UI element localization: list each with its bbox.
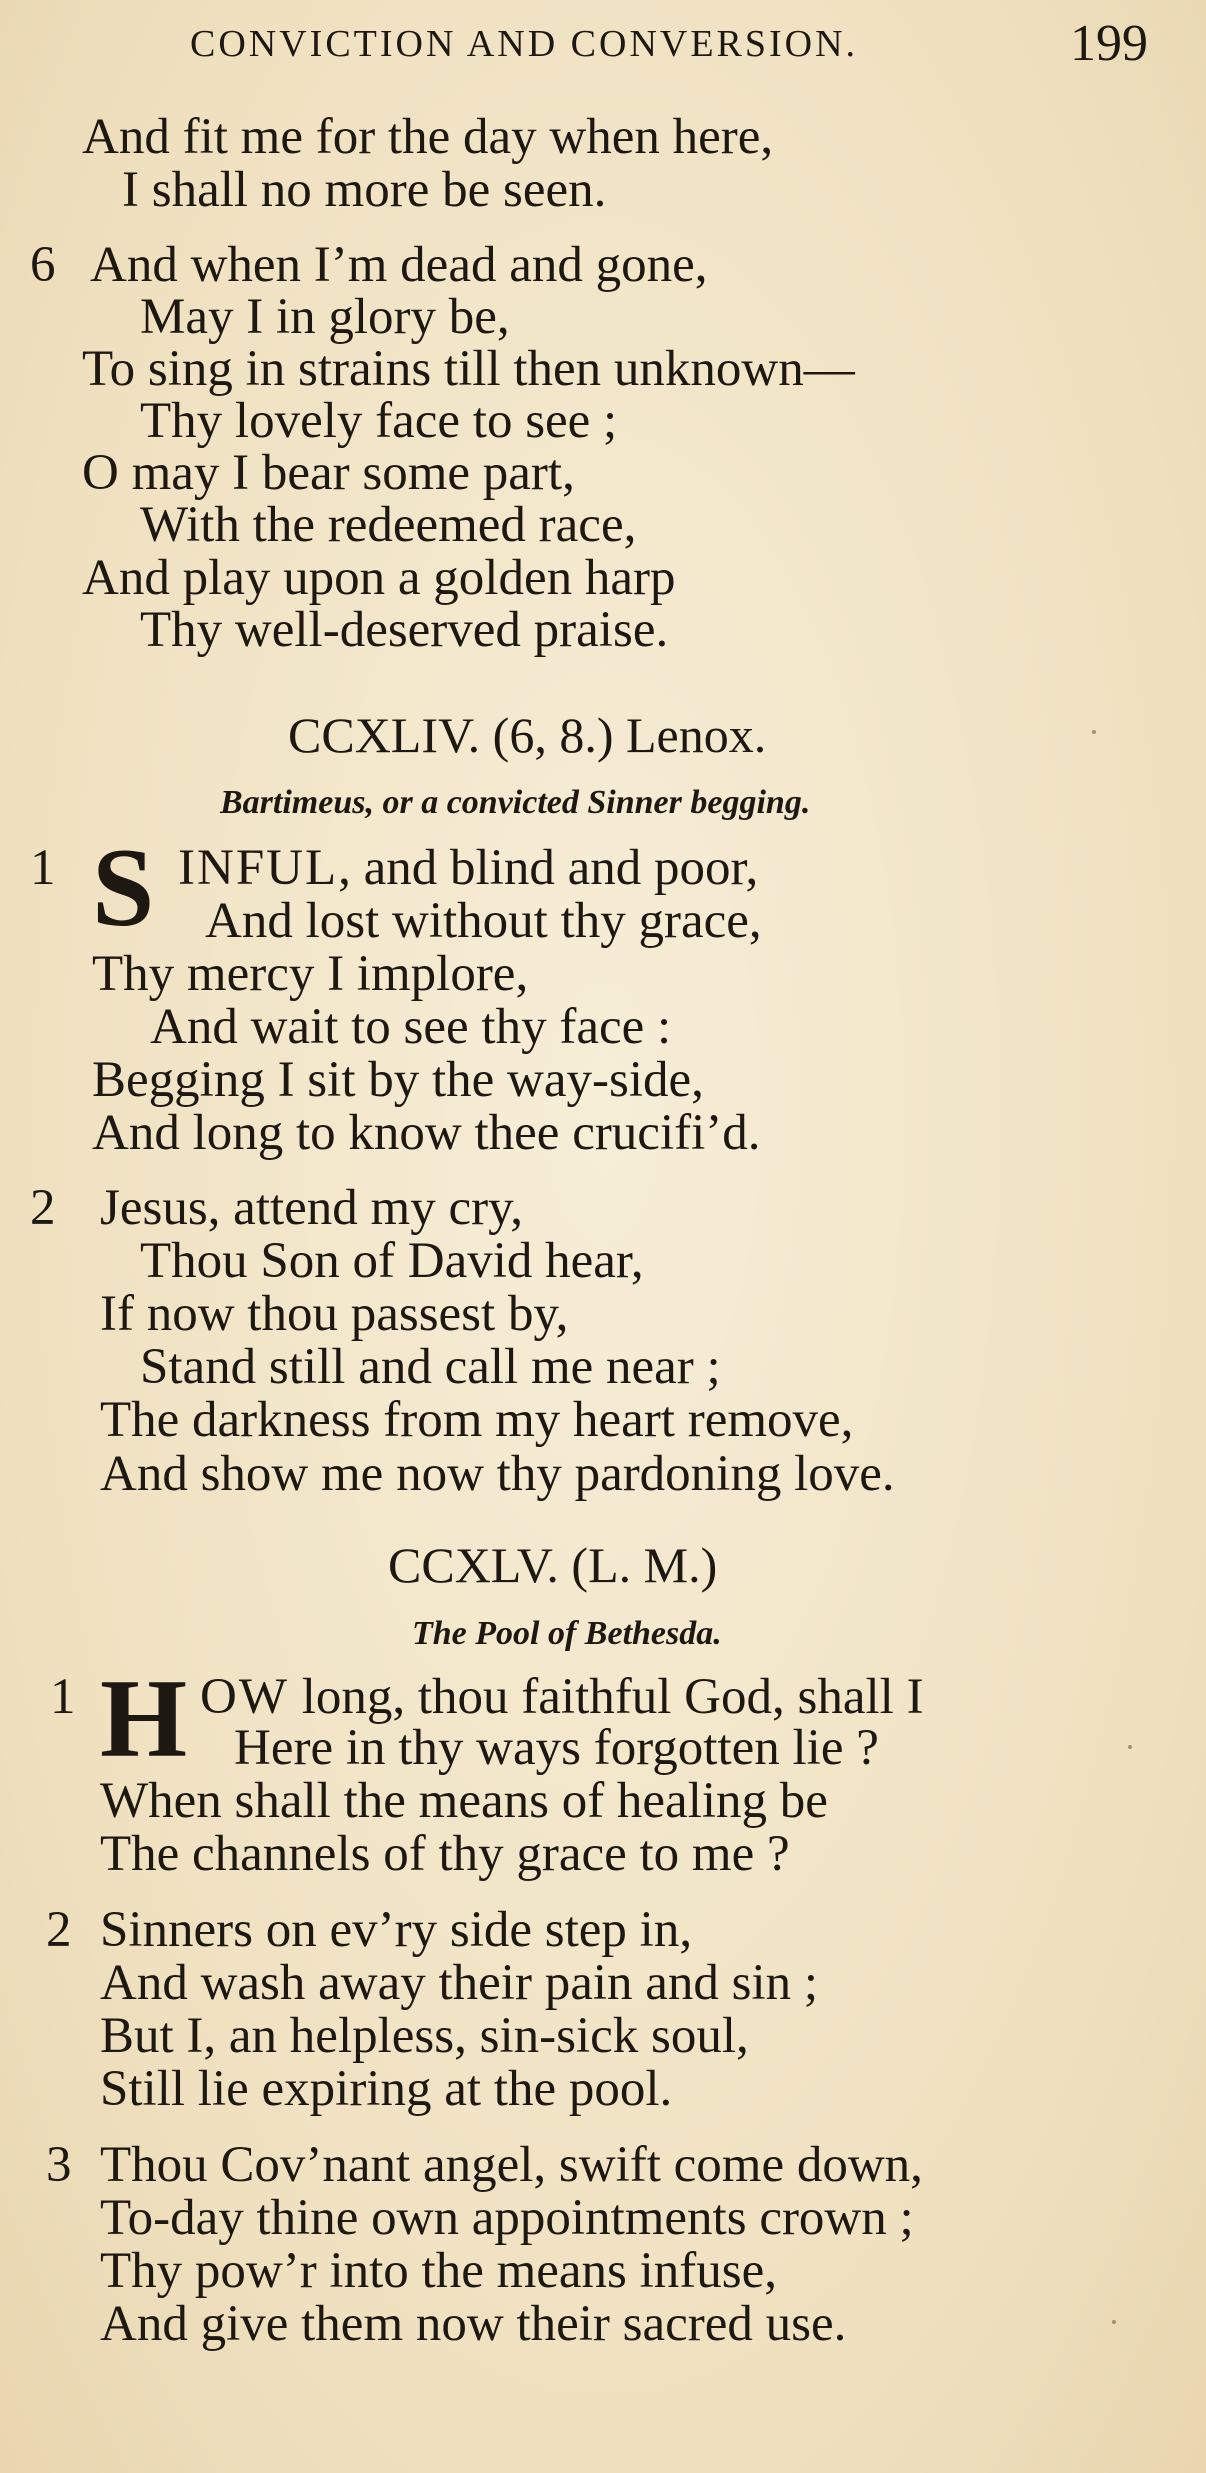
verse-line: Thou Cov’nant angel, swift come down, bbox=[100, 2137, 923, 2193]
verse-line: May I in glory be, bbox=[140, 289, 510, 345]
drop-capital: S bbox=[92, 826, 155, 950]
verse-line: And lost without thy grace, bbox=[205, 893, 762, 949]
verse-number: 1 bbox=[50, 1669, 76, 1725]
verse-line: And wash away their pain and sin ; bbox=[100, 1955, 819, 2011]
hymn-subtitle: The Pool of Bethesda. bbox=[412, 1615, 722, 1652]
verse-line: If now thou passest by, bbox=[100, 1286, 569, 1342]
verse-line: Stand still and call me near ; bbox=[140, 1339, 721, 1395]
verse-line: Thy pow’r into the means infuse, bbox=[100, 2243, 778, 2299]
verse-line: The channels of thy grace to me ? bbox=[100, 1826, 790, 1882]
drop-capital: H bbox=[100, 1657, 188, 1781]
verse-line: And give them now their sacred use. bbox=[100, 2296, 847, 2352]
first-line-rest: , and blind and poor, bbox=[338, 840, 759, 896]
verse-line: And fit me for the day when here, bbox=[82, 109, 774, 165]
verse-line: Jesus, attend my cry, bbox=[100, 1180, 524, 1236]
verse-line: The darkness from my heart remove, bbox=[100, 1392, 854, 1448]
page-number: 199 bbox=[1070, 15, 1148, 72]
verse-number: 2 bbox=[46, 1902, 72, 1958]
verse-line: Thy lovely face to see ; bbox=[140, 393, 618, 449]
small-caps-word: OW bbox=[200, 1669, 289, 1725]
verse-line: I shall no more be seen. bbox=[122, 162, 607, 218]
verse-number: 2 bbox=[30, 1180, 56, 1236]
verse-line: And when I’m dead and gone, bbox=[90, 237, 708, 293]
verse-line: O may I bear some part, bbox=[82, 445, 575, 501]
verse-line: And wait to see thy face : bbox=[150, 999, 672, 1055]
verse-line: To-day thine own appointments crown ; bbox=[100, 2190, 914, 2246]
verse-line: Sinners on ev’ry side step in, bbox=[100, 1902, 693, 1958]
verse-line: But I, an helpless, sin-sick soul, bbox=[100, 2008, 749, 2064]
verse-number: 1 bbox=[30, 840, 56, 896]
verse-line: Thy mercy I implore, bbox=[92, 946, 529, 1002]
paper-speck bbox=[1128, 1745, 1132, 1749]
verse-line: With the redeemed race, bbox=[140, 497, 637, 553]
verse-line: When shall the means of healing be bbox=[100, 1773, 828, 1829]
verse-line: And long to know thee crucifi’d. bbox=[92, 1105, 761, 1161]
running-header: CONVICTION AND CONVERSION. bbox=[190, 23, 859, 65]
verse-line: Here in thy ways forgotten lie ? bbox=[234, 1720, 879, 1776]
verse-line: Still lie expiring at the pool. bbox=[100, 2061, 673, 2117]
hymn-title: CCXLV. (L. M.) bbox=[388, 1537, 718, 1593]
verse-line-first bbox=[200, 1669, 924, 1725]
verse-line: Begging I sit by the way-side, bbox=[92, 1052, 704, 1108]
paper-speck bbox=[1092, 730, 1096, 734]
hymn-subtitle: Bartimeus, or a convicted Sinner begging. bbox=[220, 784, 811, 821]
paper-speck bbox=[1112, 2320, 1116, 2324]
verse-number: 3 bbox=[46, 2137, 72, 2193]
verse-line-first bbox=[178, 840, 759, 896]
verse-line: And play upon a golden harp bbox=[82, 550, 676, 606]
verse-line: Thy well-deserved praise. bbox=[140, 602, 669, 658]
verse-line: And show me now thy pardoning love. bbox=[100, 1446, 895, 1502]
verse-line: Thou Son of David hear, bbox=[140, 1233, 644, 1289]
verse-line: To sing in strains till then unknown— bbox=[82, 341, 855, 397]
first-line-rest: long, thou faithful God, shall I bbox=[288, 1669, 924, 1725]
verse-number: 6 bbox=[30, 237, 56, 293]
hymn-title: CCXLIV. (6, 8.) Lenox. bbox=[288, 707, 767, 763]
small-caps-word: INFUL bbox=[178, 840, 339, 896]
